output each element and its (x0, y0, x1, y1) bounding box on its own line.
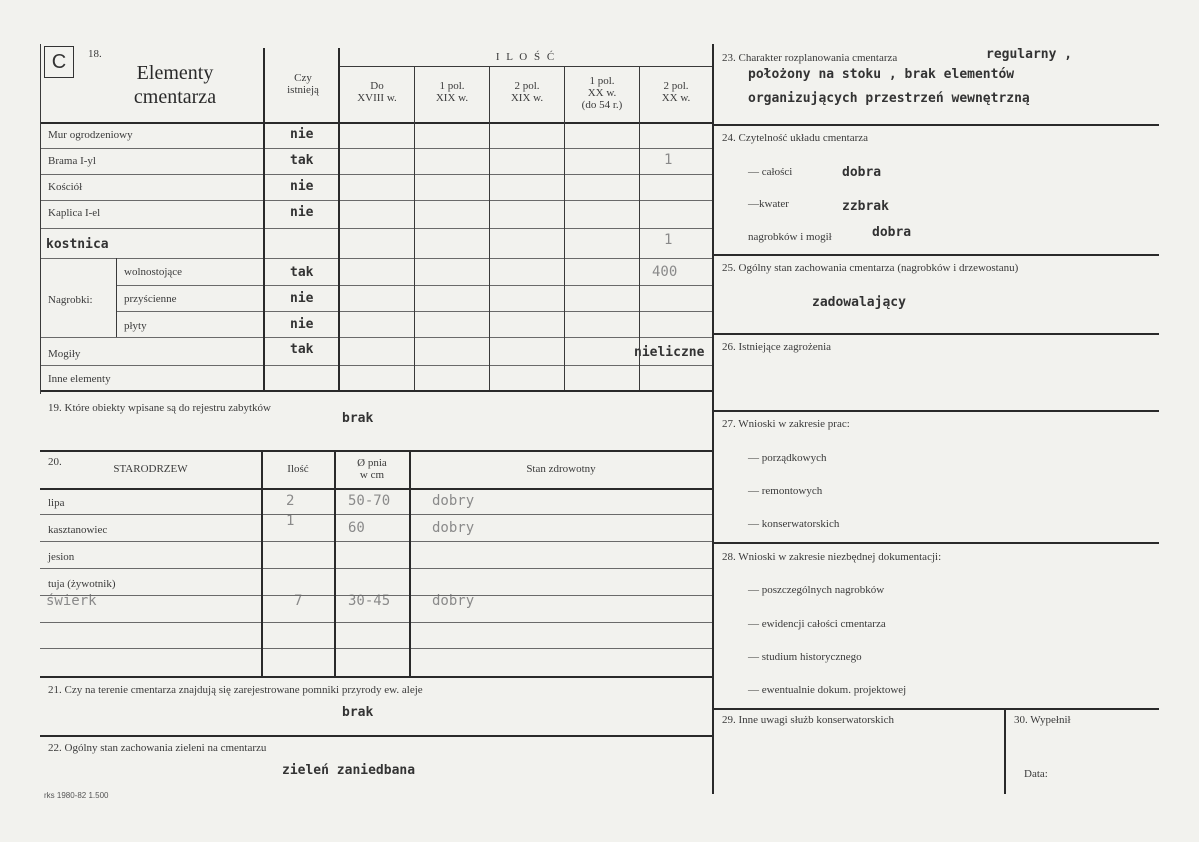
row-label-mur: Mur ogrodzeniowy (48, 129, 133, 141)
tree-row-name: tuja (żywotnik) (48, 578, 116, 590)
row-mur-exists: nie (290, 127, 314, 142)
row-divider (40, 148, 712, 149)
tree-row-name: świerk (46, 593, 97, 609)
s28-label: 28. Wnioski w zakresie niezbędnej dokumentacji: (722, 551, 942, 563)
row-label-kosciol: Kościół (48, 181, 83, 193)
s20-header-pien-1: Ø pnia (357, 457, 387, 469)
row-divider (40, 622, 712, 623)
row-divider (40, 365, 712, 366)
row-mogily-exists: tak (290, 342, 314, 357)
s24-label: 24. Czytelność układu cmentarza (722, 132, 869, 144)
row-kostnica-value: 1 (664, 232, 673, 248)
section-divider (40, 390, 712, 392)
row-label-inne: Inne elementy (48, 373, 111, 385)
form-print-code: rks 1980-82 1.500 (44, 791, 109, 800)
ilosc-header: I L O Ś Ć (495, 51, 557, 63)
tree-row-state: dobry (432, 593, 475, 609)
section-divider (712, 124, 1159, 126)
row-divider (40, 228, 712, 229)
s24-kwater-value: zzbrak (842, 199, 889, 214)
s26-label: 26. Istniejące zagrożenia (722, 341, 832, 353)
col-header-1xx-2: XX w. (587, 87, 617, 99)
tree-row-diam: 60 (348, 520, 365, 536)
col-header-1xix-1: 1 pol. (439, 80, 465, 92)
s20-header-ilosc: Ilość (287, 463, 309, 475)
section-number: 18. (88, 48, 102, 60)
section-divider (40, 676, 712, 678)
col-header-2xx-1: 2 pol. (663, 80, 689, 92)
col-divider (639, 66, 640, 390)
col-divider (409, 452, 411, 676)
s28-item: — ewidencji całości cmentarza (748, 618, 886, 630)
s20-number: 20. (48, 456, 62, 468)
s19-answer: brak (342, 411, 374, 426)
row-divider (40, 174, 712, 175)
col-divider (338, 48, 340, 390)
col-header-2xx-2: XX w. (661, 92, 691, 104)
s23-answer-2: położony na stoku , brak elementów (748, 67, 1015, 82)
s24-calosci-label: — całości (748, 166, 793, 178)
col-divider (261, 452, 263, 676)
col-divider (489, 66, 490, 390)
tree-row-state: dobry (432, 520, 475, 536)
col-divider (564, 66, 565, 390)
center-divider (712, 44, 714, 794)
row-wolnostojace-value: 400 (652, 264, 678, 280)
row-divider (40, 337, 712, 338)
s23-answer-3: organizujących przestrzeń wewnętrzną (748, 91, 1030, 106)
row-divider (40, 514, 712, 515)
s21-answer: brak (342, 705, 374, 720)
s22-answer: zieleń zaniedbana (282, 763, 416, 778)
tree-row-qty: 1 (286, 513, 295, 529)
col-divider (116, 258, 117, 337)
s23-answer-1: regularny , (986, 47, 1073, 62)
s25-answer: zadowalający (812, 295, 906, 310)
row-wolnostojace-exists: tak (290, 265, 314, 280)
row-divider (40, 200, 712, 201)
s21-question: 21. Czy na terenie cmentarza znajdują się zarejestrowane pomniki przyrody ew. aleje (48, 684, 423, 696)
s28-item: — poszczególnych nagrobków (748, 584, 885, 596)
s29-label: 29. Inne uwagi służb konserwatorskich (722, 714, 894, 726)
tree-row-name: jesion (48, 551, 75, 563)
czy-istnieja-header-1: Czy (294, 72, 312, 84)
s27-item: — remontowych (748, 485, 823, 497)
row-label-kaplica: Kaplica I-el (48, 207, 101, 219)
col-header-2xix-1: 2 pol. (514, 80, 540, 92)
s19-question: 19. Które obiekty wpisane są do rejestru zabytków (48, 402, 271, 414)
col-header-2xix-2: XIX w. (510, 92, 544, 104)
section-divider (40, 450, 712, 452)
row-przyscienne-exists: nie (290, 291, 314, 306)
s30-label: 30. Wypełnił (1014, 714, 1071, 726)
header-bottom-rule (40, 122, 712, 124)
s25-label: 25. Ogólny stan zachowania cmentarza (nagrobków i drzewostanu) (722, 262, 1019, 274)
row-divider (40, 648, 712, 649)
s28-item: — ewentualnie dokum. projektowej (748, 684, 907, 696)
col-divider (1004, 708, 1006, 794)
s30-date-label: Data: (1024, 768, 1048, 780)
section-divider (712, 333, 1159, 335)
row-divider (40, 595, 712, 596)
col-divider (263, 48, 265, 390)
row-label-wolnostojace: wolnostojące (124, 266, 183, 278)
s23-label: 23. Charakter rozplanowania cmentarza (722, 52, 898, 64)
row-brama-value: 1 (664, 152, 673, 168)
row-label-brama: Brama I-yl (48, 155, 96, 167)
section-divider (712, 254, 1159, 256)
section-divider (712, 410, 1159, 412)
nagrobki-label: Nagrobki: (48, 294, 93, 306)
row-divider (40, 568, 712, 569)
row-brama-exists: tak (290, 153, 314, 168)
s27-item: — konserwatorskich (748, 518, 840, 530)
s24-nagrobkow-label: nagrobków i mogił (748, 231, 832, 243)
section-divider (712, 542, 1159, 544)
col-divider (40, 44, 41, 394)
tree-row-qty: 2 (286, 493, 295, 509)
s22-question: 22. Ogólny stan zachowania zieleni na cmentarzu (48, 742, 267, 754)
card-letter-box: C (44, 46, 74, 78)
section-title-line2: cmentarza (133, 86, 217, 108)
col-divider (334, 452, 336, 676)
col-header-1xx-1: 1 pol. (589, 75, 615, 87)
s24-calosci-value: dobra (842, 165, 882, 180)
col-divider (414, 66, 415, 390)
row-kaplica-exists: nie (290, 205, 314, 220)
row-divider (40, 541, 712, 542)
s20-header-pien-2: w cm (359, 469, 385, 481)
row-label-kostnica: kostnica (46, 237, 109, 252)
col-header-1xix-2: XIX w. (435, 92, 469, 104)
row-divider (40, 258, 712, 259)
section-divider (712, 708, 1159, 710)
tree-row-diam: 50-70 (348, 493, 391, 509)
table-header-rule (40, 488, 712, 490)
row-kosciol-exists: nie (290, 179, 314, 194)
row-plyty-exists: nie (290, 317, 314, 332)
tree-row-state: dobry (432, 493, 475, 509)
s20-header-starodrzew: STARODRZEW (113, 463, 188, 475)
tree-row-name: kasztanowiec (48, 524, 108, 536)
czy-istnieja-header-2: istnieją (287, 84, 319, 96)
s27-label: 27. Wnioski w zakresie prac: (722, 418, 850, 430)
tree-row-name: lipa (48, 497, 65, 509)
s20-header-stan: Stan zdrowotny (526, 463, 596, 475)
row-label-mogily: Mogiły (48, 348, 81, 360)
row-mogily-value: nieliczne (634, 345, 705, 360)
s24-kwater-label: —kwater (748, 198, 789, 210)
tree-row-diam: 30-45 (348, 593, 391, 609)
col-header-1xx-3: (do 54 r.) (581, 99, 623, 111)
ilosc-underline (340, 66, 712, 67)
tree-row-qty: 7 (294, 593, 303, 609)
col-header-xviii-1: Do (370, 80, 384, 92)
s27-item: — porządkowych (748, 452, 827, 464)
s24-nagrobkow-value: dobra (872, 225, 912, 240)
section-title-line1: Elementy (136, 62, 214, 84)
col-header-xviii-2: XVIII w. (357, 92, 397, 104)
s28-item: — studium historycznego (748, 651, 862, 663)
section-divider (40, 735, 712, 737)
row-label-przyscienne: przyścienne (124, 293, 177, 305)
row-label-plyty: płyty (124, 320, 147, 332)
